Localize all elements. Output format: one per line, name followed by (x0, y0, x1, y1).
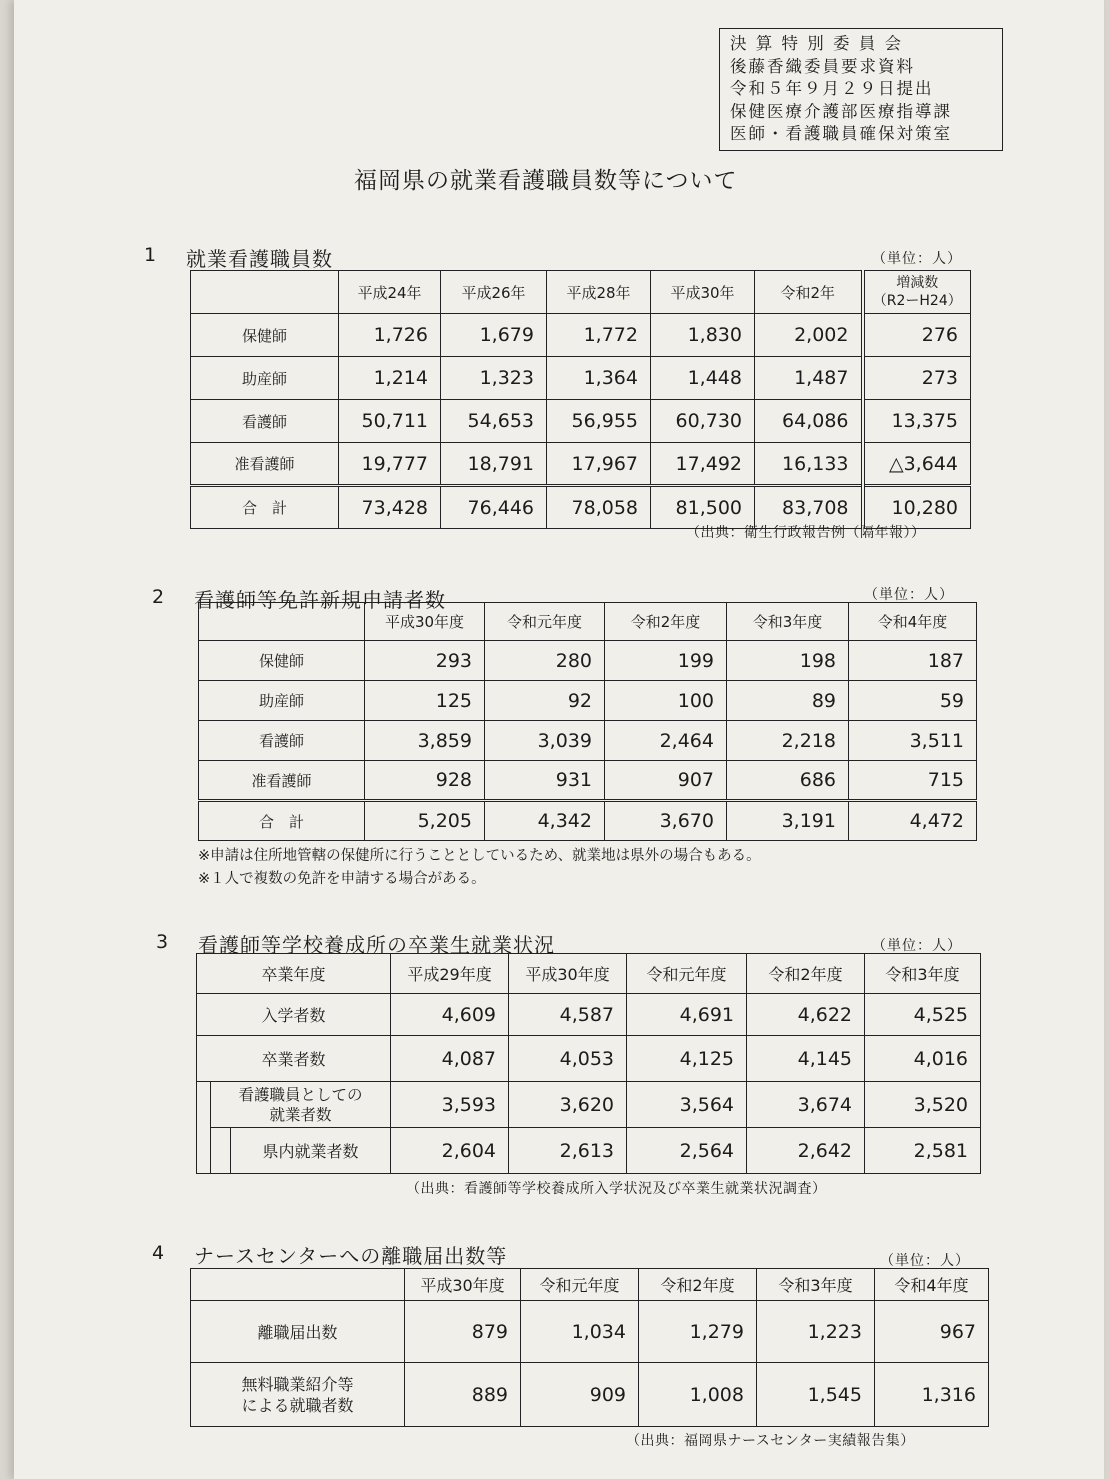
row-label: 卒業者数 (197, 1036, 391, 1082)
cell-value: 4,691 (627, 994, 747, 1036)
column-header: 平成30年度 (509, 954, 627, 994)
cell-value: 1,545 (757, 1363, 875, 1427)
diff-header (863, 271, 971, 314)
cell-value: 4,016 (865, 1036, 981, 1082)
column-header: 令和2年 (755, 271, 863, 314)
section2-number: 2 (152, 586, 165, 608)
cell-diff: 276 (863, 314, 971, 357)
cell-value: 3,670 (605, 801, 727, 841)
table-header-row (199, 603, 977, 641)
table-header-row (191, 1269, 989, 1301)
cell-value: 3,039 (485, 721, 605, 761)
cell-value: 889 (405, 1363, 521, 1427)
cell-value: 4,342 (485, 801, 605, 841)
cell-value: 3,674 (747, 1082, 865, 1128)
table-header-row (191, 271, 971, 314)
column-header: 平成26年 (441, 271, 547, 314)
column-header: 令和元年度 (627, 954, 747, 994)
cell-value: 3,564 (627, 1082, 747, 1128)
section3-source: （出典：看護師等学校養成所入学状況及び卒業生就業状況調査） (406, 1181, 827, 1197)
corner-header: 卒業年度 (197, 954, 391, 994)
cell-value: 4,525 (865, 994, 981, 1036)
indent-spacer (211, 1128, 231, 1174)
section4-source: （出典：福岡県ナースセンター実績報告集） (626, 1433, 915, 1449)
stamp-line: 保健医療介護部医療指導課 (730, 101, 952, 121)
cell-value: 1,214 (339, 357, 441, 400)
cell-value: 4,125 (627, 1036, 747, 1082)
cell-value: 1,223 (757, 1301, 875, 1363)
cell-value: 4,609 (391, 994, 509, 1036)
cell-value: 60,730 (651, 400, 755, 443)
cell-value: 967 (875, 1301, 989, 1363)
column-header: 平成30年度 (405, 1269, 521, 1301)
cell-value: 83,708 (755, 486, 863, 529)
cell-value: 879 (405, 1301, 521, 1363)
row-label: 保健師 (191, 314, 339, 357)
table-row (191, 357, 971, 400)
cell-value: 187 (849, 641, 977, 681)
row-label-line1: 無料職業紹介等 (241, 1374, 354, 1394)
table-row (191, 1363, 989, 1427)
page-title: 福岡県の就業看護職員数等について (354, 168, 738, 194)
section3-unit: （単位：人） (872, 938, 962, 954)
corner-cell (191, 1269, 405, 1301)
cell-value: 2,002 (755, 314, 863, 357)
cell-value: 92 (485, 681, 605, 721)
cell-value: 125 (365, 681, 485, 721)
column-header: 平成28年 (547, 271, 651, 314)
cell-value: 3,520 (865, 1082, 981, 1128)
cell-value: 4,145 (747, 1036, 865, 1082)
corner-cell (199, 603, 365, 641)
table-row (197, 1128, 981, 1174)
section1-source: （出典：衛生行政報告例（隔年報）） (686, 525, 926, 541)
row-label-line1: 看護職員としての (238, 1085, 363, 1104)
cell-value: 1,316 (875, 1363, 989, 1427)
cell-value: 2,613 (509, 1128, 627, 1174)
section4-table (190, 1268, 989, 1427)
cell-value: 100 (605, 681, 727, 721)
cell-value: 4,622 (747, 994, 865, 1036)
cell-diff: 10,280 (863, 486, 971, 529)
column-header: 令和2年度 (639, 1269, 757, 1301)
section4-unit: （単位：人） (880, 1253, 970, 1269)
column-header: 令和元年度 (521, 1269, 639, 1301)
table-row (199, 761, 977, 801)
section3-title: 看護師等学校養成所の卒業生就業状況 (198, 933, 555, 957)
stamp-line: 後藤香織委員要求資料 (730, 56, 915, 76)
cell-value: 198 (727, 641, 849, 681)
stamp-line: 医師・看護職員確保対策室 (730, 124, 952, 143)
column-header: 令和3年度 (865, 954, 981, 994)
cell-value: 293 (365, 641, 485, 681)
section4-title: ナースセンターへの離職届出数等 (194, 1244, 508, 1268)
column-header: 平成29年度 (391, 954, 509, 994)
column-header: 令和元年度 (485, 603, 605, 641)
section1-number: 1 (144, 244, 157, 266)
cell-value: 1,364 (547, 357, 651, 400)
cell-value: 81,500 (651, 486, 755, 529)
section3-number: 3 (156, 931, 169, 953)
diff-header-line2: （R2ーH24） (872, 293, 962, 309)
column-header: 平成24年 (339, 271, 441, 314)
cell-value: 909 (521, 1363, 639, 1427)
cell-diff: △3,644 (863, 443, 971, 486)
row-label: 看護師 (199, 721, 365, 761)
cell-value: 2,464 (605, 721, 727, 761)
cell-value: 1,772 (547, 314, 651, 357)
table-row (191, 314, 971, 357)
diff-header-line1: 増減数 (896, 275, 939, 291)
cell-value: 2,604 (391, 1128, 509, 1174)
cell-value: 18,791 (441, 443, 547, 486)
section2-note-1: ※申請は住所地管轄の保健所に行うこととしているため、就業地は県外の場合もある。 (198, 848, 761, 864)
cell-value: 907 (605, 761, 727, 801)
cell-value: 3,191 (727, 801, 849, 841)
row-label: 准看護師 (199, 761, 365, 801)
cell-value: 3,859 (365, 721, 485, 761)
row-label: 県内就業者数 (231, 1128, 391, 1174)
section3-table (196, 953, 981, 1174)
cell-value: 3,511 (849, 721, 977, 761)
row-label: 合 計 (199, 801, 365, 841)
row-label: 助産師 (199, 681, 365, 721)
cell-value: 1,323 (441, 357, 547, 400)
cell-value: 1,279 (639, 1301, 757, 1363)
column-header: 令和2年度 (605, 603, 727, 641)
cell-value: 19,777 (339, 443, 441, 486)
column-header: 令和3年度 (727, 603, 849, 641)
cell-value: 16,133 (755, 443, 863, 486)
cell-value: 1,679 (441, 314, 547, 357)
cell-value: 1,830 (651, 314, 755, 357)
cell-value: 2,564 (627, 1128, 747, 1174)
row-label-line2: 就業者数 (269, 1105, 332, 1124)
stamp-line: 令和５年９月２９日提出 (730, 79, 934, 98)
row-label: 入学者数 (197, 994, 391, 1036)
cell-value: 3,620 (509, 1082, 627, 1128)
table-row (199, 641, 977, 681)
cell-value: 4,087 (391, 1036, 509, 1082)
section2-note-2: ※１人で複数の免許を申請する場合がある。 (198, 871, 486, 887)
table-row (199, 721, 977, 761)
section2-title: 看護師等免許新規申請者数 (194, 588, 446, 612)
table-row (197, 1082, 981, 1128)
cell-value: 686 (727, 761, 849, 801)
section1-title: 就業看護職員数 (186, 247, 333, 271)
table-row (191, 400, 971, 443)
section1-unit: （単位：人） (872, 251, 962, 267)
cell-value: 4,472 (849, 801, 977, 841)
indent-spacer (197, 1082, 211, 1174)
cell-value: 56,955 (547, 400, 651, 443)
section2-unit: （単位：人） (864, 587, 954, 603)
cell-value: 50,711 (339, 400, 441, 443)
column-header: 平成30年度 (365, 603, 485, 641)
row-label: 准看護師 (191, 443, 339, 486)
row-label (191, 1363, 405, 1427)
cell-value: 78,058 (547, 486, 651, 529)
cell-value: 928 (365, 761, 485, 801)
document-page (14, 0, 1104, 1479)
cell-value: 1,448 (651, 357, 755, 400)
cell-value: 1,034 (521, 1301, 639, 1363)
cell-value: 59 (849, 681, 977, 721)
table-total-row (199, 801, 977, 841)
column-header: 令和4年度 (849, 603, 977, 641)
cell-value: 715 (849, 761, 977, 801)
cell-value: 4,587 (509, 994, 627, 1036)
cell-value: 2,218 (727, 721, 849, 761)
column-header: 平成30年 (651, 271, 755, 314)
table-header-row (197, 954, 981, 994)
cell-value: 54,653 (441, 400, 547, 443)
column-header: 令和3年度 (757, 1269, 875, 1301)
table-row (191, 1301, 989, 1363)
section1-table (190, 270, 971, 529)
cell-value: 4,053 (509, 1036, 627, 1082)
row-label: 看護師 (191, 400, 339, 443)
column-header: 令和2年度 (747, 954, 865, 994)
cell-value: 73,428 (339, 486, 441, 529)
cell-value: 17,492 (651, 443, 755, 486)
row-label: 保健師 (199, 641, 365, 681)
cell-value: 76,446 (441, 486, 547, 529)
table-row (197, 994, 981, 1036)
stamp-line: 決 算 特 別 委 員 会 (730, 34, 903, 53)
row-label: 合 計 (191, 486, 339, 529)
cell-value: 89 (727, 681, 849, 721)
cell-value: 2,581 (865, 1128, 981, 1174)
section2-table (198, 602, 977, 841)
cell-value: 5,205 (365, 801, 485, 841)
row-label: 助産師 (191, 357, 339, 400)
cell-value: 1,487 (755, 357, 863, 400)
cell-diff: 13,375 (863, 400, 971, 443)
cell-value: 931 (485, 761, 605, 801)
cell-value: 199 (605, 641, 727, 681)
section4-number: 4 (152, 1242, 165, 1264)
cell-value: 3,593 (391, 1082, 509, 1128)
cell-value: 1,008 (639, 1363, 757, 1427)
corner-cell (191, 271, 339, 314)
cell-diff: 273 (863, 357, 971, 400)
cell-value: 280 (485, 641, 605, 681)
cell-value: 2,642 (747, 1128, 865, 1174)
row-label (211, 1082, 391, 1128)
table-row (199, 681, 977, 721)
cell-value: 64,086 (755, 400, 863, 443)
table-row (191, 443, 971, 486)
table-row (197, 1036, 981, 1082)
column-header: 令和4年度 (875, 1269, 989, 1301)
cell-value: 17,967 (547, 443, 651, 486)
cell-value: 1,726 (339, 314, 441, 357)
row-label: 離職届出数 (191, 1301, 405, 1363)
submission-stamp (719, 28, 1003, 151)
row-label-line2: による就職者数 (241, 1395, 354, 1415)
